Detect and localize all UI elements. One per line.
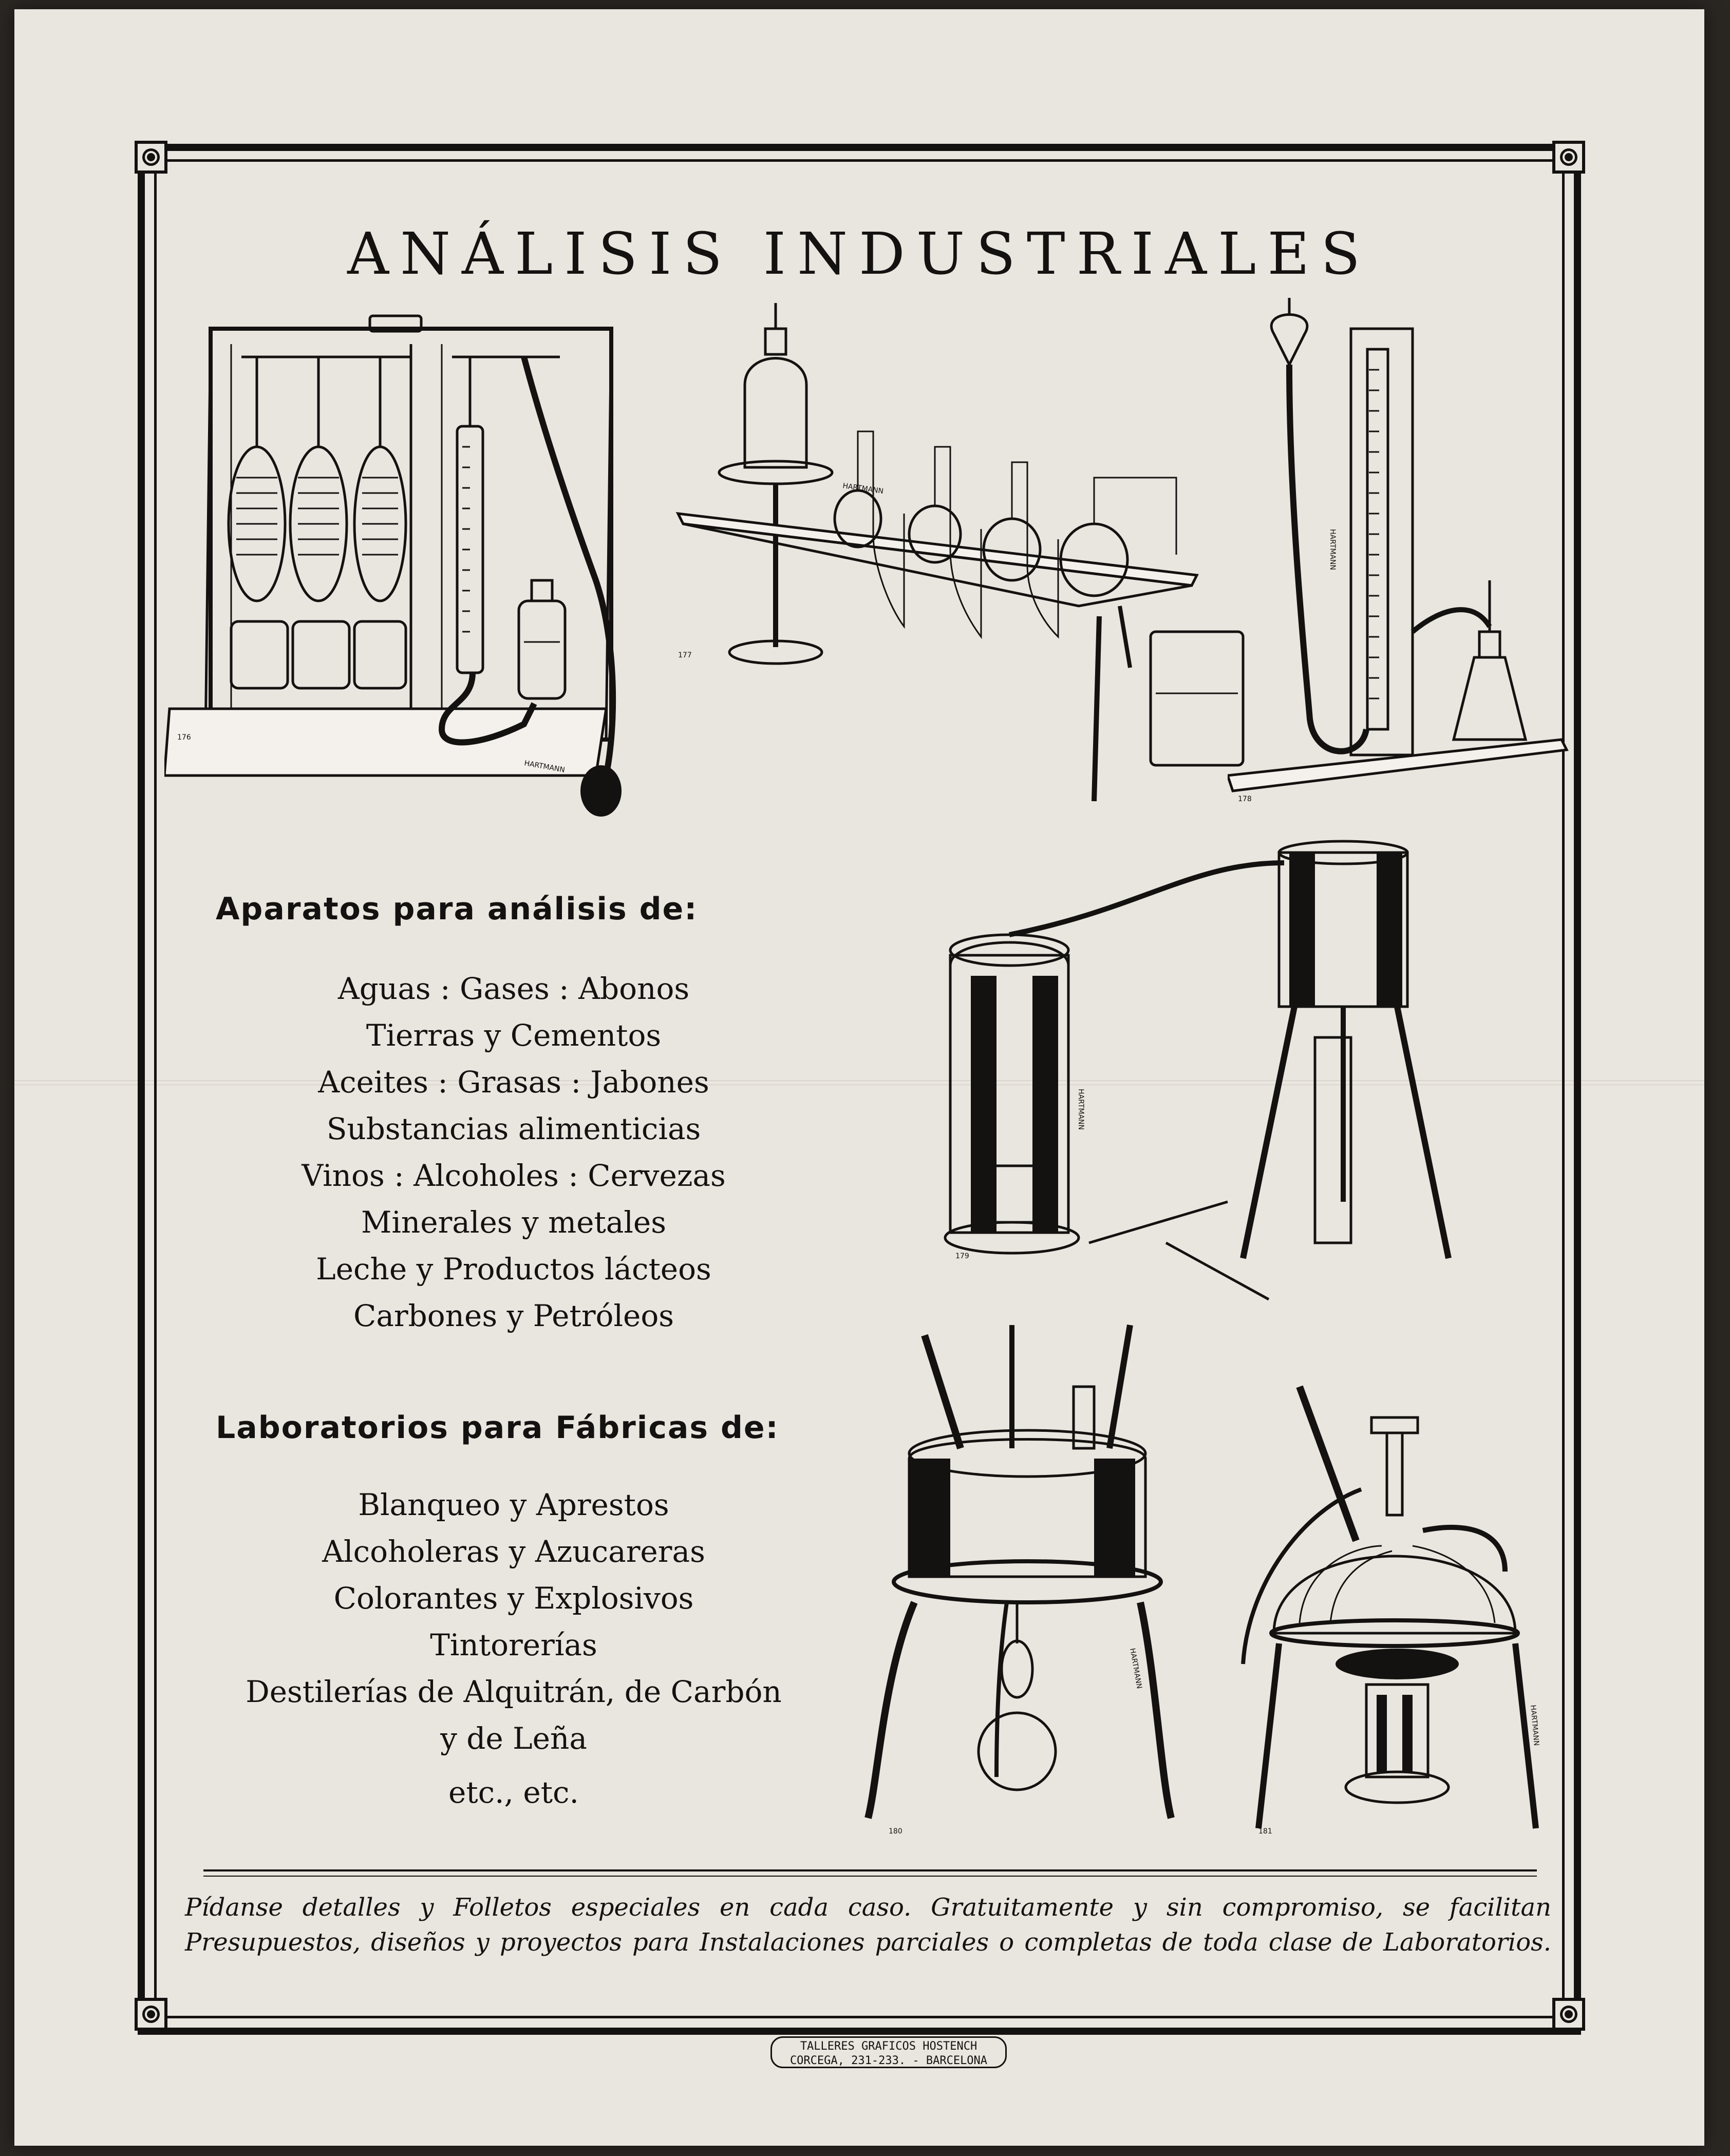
figure-177-brand: HARTMANN [842, 482, 884, 496]
list-item: Substancias alimenticias [326, 1111, 701, 1146]
figure-176-brand: HARTMANN [523, 759, 566, 774]
figure-180-number: 180 [889, 1827, 902, 1836]
list-item: Destilerías de Alquitrán, de Carbón [246, 1674, 782, 1709]
list-item: Leche y Productos lácteos [316, 1252, 711, 1287]
figure-181-brand: HARTMANN [1529, 1704, 1540, 1747]
analysis-list [205, 966, 822, 1339]
list-item: y de Leña [440, 1721, 587, 1756]
figure-181-number: 181 [1258, 1827, 1272, 1836]
figure-178-manometer-stand [1228, 298, 1572, 822]
footer-note: Pídanse detalles y Folletos especiales en cada caso. Gratuitamente y sin compromiso, se facilitan Presupuestos, diseños y proyectos para Instalaciones parciales o completas de toda clase de Laboratorios. [185, 1893, 1551, 1957]
list-item: Blanqueo y Aprestos [358, 1487, 669, 1522]
corner-ornament-tl [135, 141, 167, 174]
figure-179-flash-point-apparatus [935, 832, 1500, 1304]
list-item: Aguas : Gases : Abonos [337, 971, 690, 1006]
figure-178-brand: HARTMANN [1328, 529, 1337, 570]
figure-176-gas-analysis-cabinet [164, 313, 668, 827]
list-item: Alcoholeras y Azucareras [322, 1534, 705, 1569]
figure-179-number: 179 [955, 1252, 969, 1260]
printer-imprint [770, 2036, 1007, 2068]
list-item: Aceites : Grasas : Jabones [318, 1065, 709, 1100]
figure-180-water-bath [853, 1315, 1181, 1849]
corner-ornament-br [1552, 1998, 1585, 2031]
figure-178-number: 178 [1238, 795, 1252, 803]
figure-181-dome-still [1228, 1376, 1556, 1849]
imprint-line-1: TALLERES GRAFICOS HOSTENCH [800, 2040, 977, 2053]
list-item: Tintorerías [430, 1628, 597, 1662]
figure-180-brand: HARTMANN [1128, 1647, 1143, 1690]
list-item: Tierras y Cementos [366, 1018, 662, 1053]
list-item: Colorantes y Explosivos [333, 1581, 694, 1616]
corner-ornament-bl [135, 1998, 167, 2031]
page-title: ANÁLISIS INDUSTRIALES [347, 221, 1371, 288]
imprint-line-2: CORCEGA, 231-233. - BARCELONA [789, 2054, 988, 2067]
list-item: etc., etc. [448, 1775, 579, 1810]
figure-177-distillation-bench [668, 298, 1248, 822]
footer-rule-bottom [203, 1876, 1537, 1877]
list-item: Vinos : Alcoholes : Cervezas [302, 1158, 726, 1193]
figure-179-brand: HARTMANN [1077, 1089, 1085, 1130]
footer-rule-top [203, 1869, 1537, 1871]
figure-177-number: 177 [678, 651, 692, 659]
figure-176-number: 176 [177, 733, 191, 742]
list-item: Carbones y Petróleos [353, 1298, 674, 1333]
list-item: Minerales y metales [361, 1205, 667, 1240]
section-heading-aparatos: Aparatos para análisis de: [216, 891, 698, 927]
factories-list [205, 1482, 822, 1816]
section-heading-laboratorios: Laboratorios para Fábricas de: [216, 1410, 779, 1446]
corner-ornament-tr [1552, 141, 1585, 174]
